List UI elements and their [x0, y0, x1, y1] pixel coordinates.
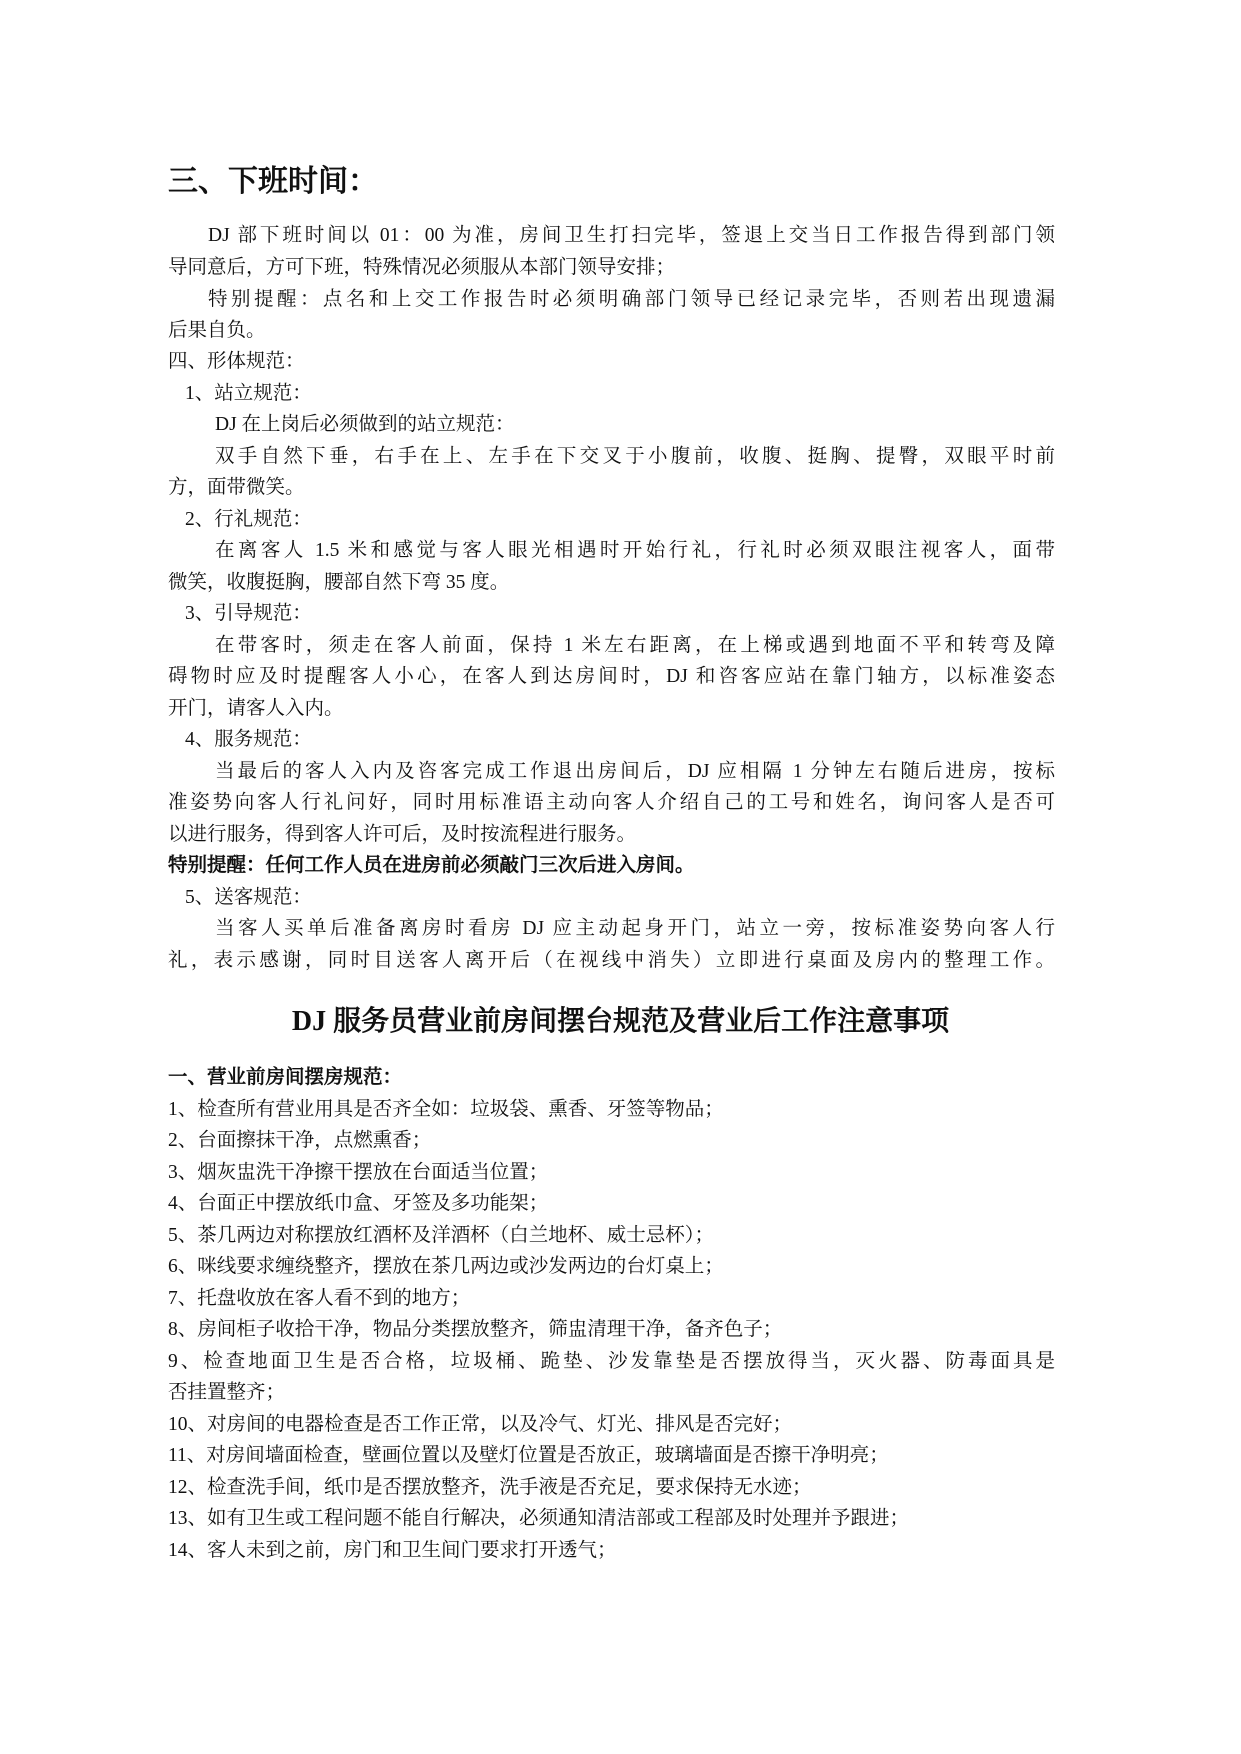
paragraph-line: 导同意后，方可下班，特殊情况必须服从本部门领导安排；: [168, 257, 676, 278]
paragraph-line: 当最后的客人入内及咨客完成工作退出房间后，DJ 应相隔 1 分钟左右随后进房，按标: [215, 761, 1055, 782]
list-item-continuation: 否挂置整齐；: [168, 1382, 286, 1403]
section-heading-posture: 四、形体规范：: [168, 351, 305, 372]
paragraph-line: 特别提醒：点名和上交工作报告时必须明确部门领导已经记录完毕，否则若出现遗漏: [208, 289, 1055, 310]
paragraph-line: 在带客时，须走在客人前面，保持 1 米左右距离，在上梯或遇到地面不平和转弯及障: [215, 635, 1055, 656]
part-heading-setup: 一、营业前房间摆房规范：: [168, 1067, 403, 1088]
paragraph-line: 准姿势向客人行礼问好，同时用标准语主动向客人介绍自己的工号和姓名，询问客人是否可: [168, 792, 1055, 813]
paragraph-line: DJ 部下班时间以 01：00 为准，房间卫生打扫完毕，签退上交当日工作报告得到部门领: [208, 225, 1055, 246]
paragraph-line: 当客人买单后准备离房时看房 DJ 应主动起身开门，站立一旁，按标准姿势向客人行: [215, 918, 1055, 939]
paragraph-line: 方，面带微笑。: [168, 477, 305, 498]
paragraph-line: 双手自然下垂，右手在上、左手在下交叉于小腹前，收腹、挺胸、提臀，双眼平时前: [215, 446, 1055, 467]
subsection-label-service: 4、服务规范：: [185, 729, 312, 750]
list-item: 2、台面擦抹干净，点燃熏香；: [168, 1130, 432, 1151]
paragraph-line: 在离客人 1.5 米和感觉与客人眼光相遇时开始行礼，行礼时必须双眼注视客人，面带: [215, 540, 1055, 561]
list-item: 8、房间柜子收拾干净，物品分类摆放整齐，筛盅清理干净，备齐色子；: [168, 1319, 783, 1340]
list-item: 5、茶几两边对称摆放红酒杯及洋酒杯（白兰地杯、威士忌杯）；: [168, 1225, 715, 1246]
paragraph-line: 碍物时应及时提醒客人小心，在客人到达房间时，DJ 和咨客应站在靠门轴方，以标准姿态: [168, 666, 1055, 687]
subsection-label-standing: 1、站立规范：: [185, 383, 312, 404]
paragraph-line: 后果自负。: [168, 320, 266, 341]
list-item: 12、检查洗手间，纸巾是否摆放整齐，洗手液是否充足，要求保持无水迹；: [168, 1477, 812, 1498]
list-item: 6、咪线要求缠绕整齐，摆放在茶几两边或沙发两边的台灯桌上；: [168, 1256, 724, 1277]
list-item: 10、对房间的电器检查是否工作正常，以及冷气、灯光、排风是否完好；: [168, 1414, 793, 1435]
list-item: 9、检查地面卫生是否合格，垃圾桶、跪垫、沙发靠垫是否摆放得当，灭火器、防毒面具是: [168, 1351, 1055, 1372]
list-item: 3、烟灰盅洗干净擦干摆放在台面适当位置；: [168, 1162, 549, 1183]
paragraph-line: DJ 在上岗后必须做到的站立规范：: [215, 414, 515, 435]
section-heading-off-duty: 三、下班时间：: [168, 165, 378, 198]
list-item: 14、客人未到之前，房门和卫生间门要求打开透气；: [168, 1540, 617, 1561]
paragraph-line: 礼，表示感谢，同时目送客人离开后（在视线中消失）立即进行桌面及房内的整理工作。: [168, 950, 1055, 971]
list-item: 1、检查所有营业用具是否齐全如：垃圾袋、熏香、牙签等物品；: [168, 1099, 724, 1120]
list-item: 11、对房间墙面检查，壁画位置以及壁灯位置是否放正，玻璃墙面是否擦干净明亮；: [168, 1445, 889, 1466]
list-item: 4、台面正中摆放纸巾盒、牙签及多功能架；: [168, 1193, 549, 1214]
list-item: 7、托盘收放在客人看不到的地方；: [168, 1288, 471, 1309]
document-title: DJ 服务员营业前房间摆台规范及营业后工作注意事项: [291, 1006, 950, 1037]
subsection-label-guiding: 3、引导规范：: [185, 603, 312, 624]
subsection-label-bowing: 2、行礼规范：: [185, 509, 312, 530]
paragraph-line: 以进行服务，得到客人许可后，及时按流程进行服务。: [168, 824, 637, 845]
paragraph-line: 微笑，收腹挺胸，腰部自然下弯 35 度。: [168, 572, 510, 593]
special-reminder: 特别提醒：任何工作人员在进房前必须敲门三次后进入房间。: [168, 855, 695, 876]
subsection-label-farewell: 5、送客规范：: [185, 887, 312, 908]
list-item: 13、如有卫生或工程问题不能自行解决，必须通知清洁部或工程部及时处理并予跟进；: [168, 1508, 910, 1529]
paragraph-line: 开门，请客人入内。: [168, 698, 344, 719]
